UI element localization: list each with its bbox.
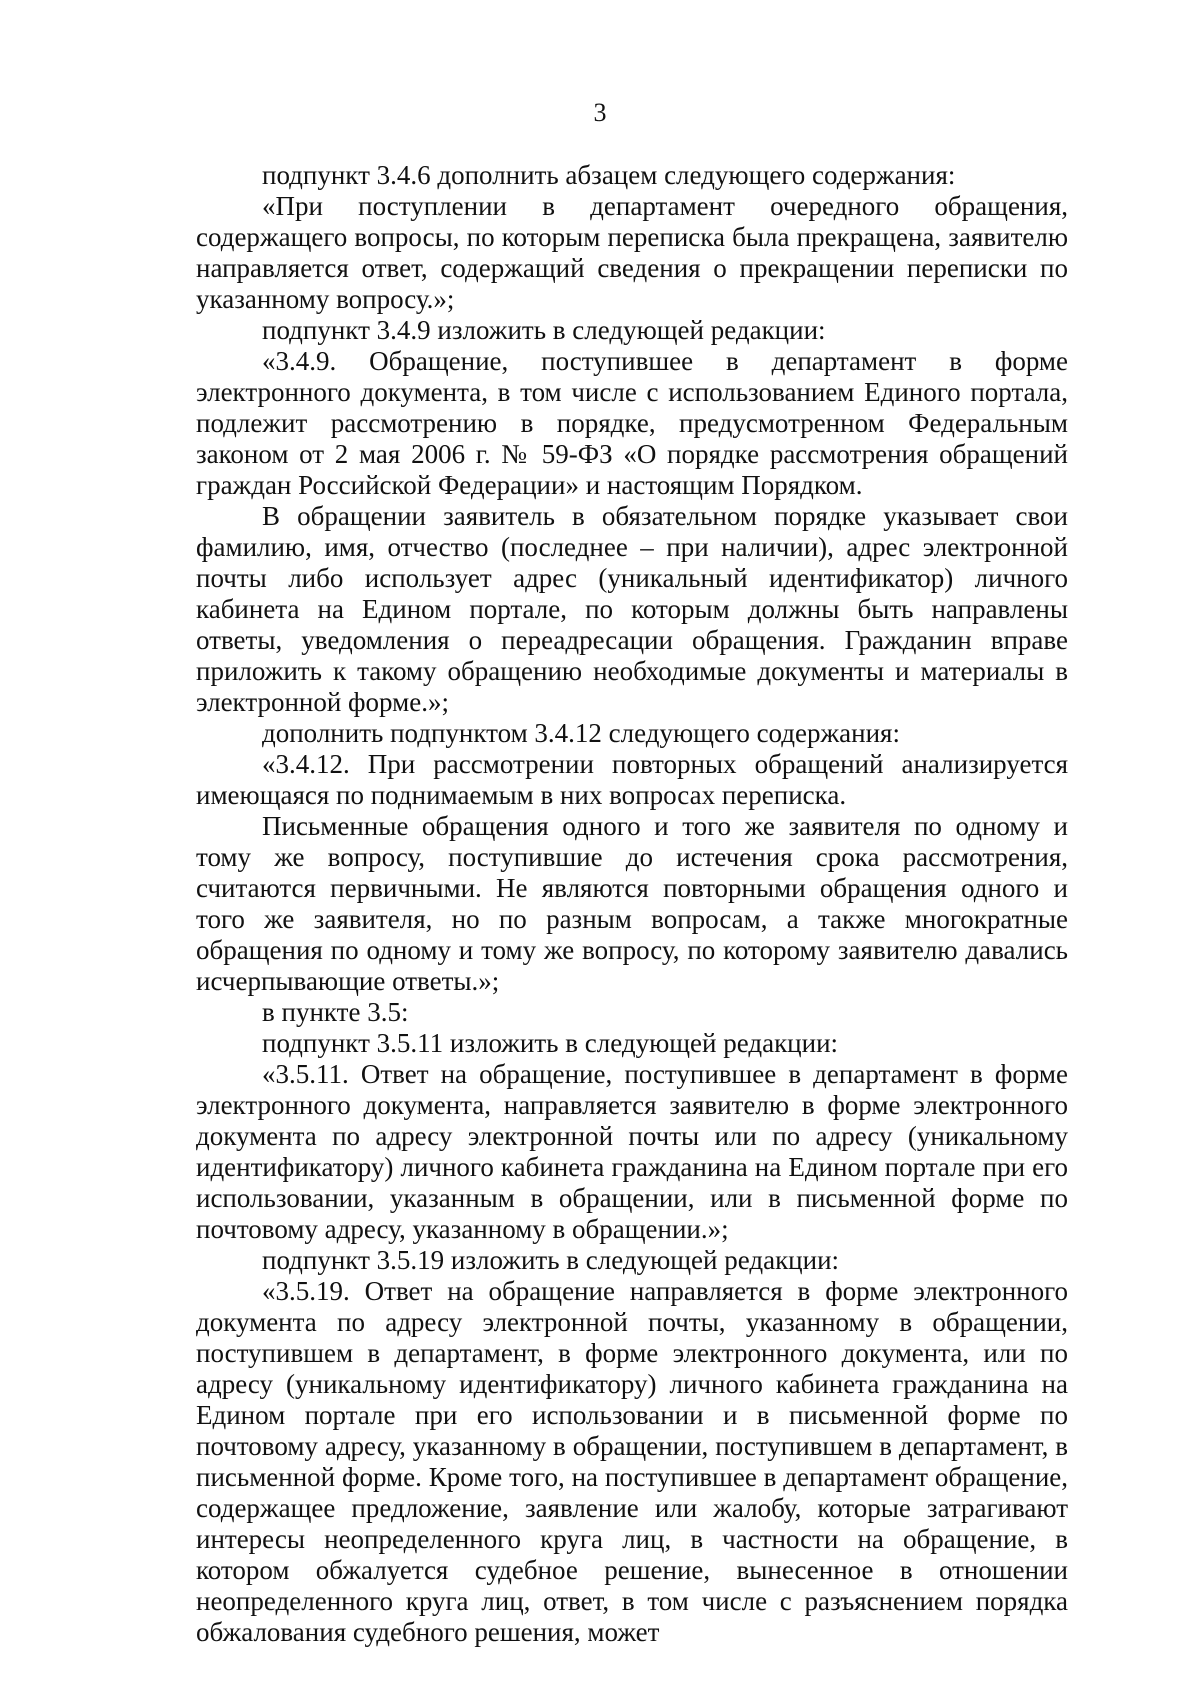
paragraph: в пункте 3.5:: [262, 997, 409, 1027]
paragraph: Письменные обращения одного и того же заявителя по одному и тому же вопросу, поступившие до истечения срока рассмотрения, считаются первичными. Не являются повторными обращения одного и того же заявителя, но по разным вопросам, а также многократные обращения по одному и тому же вопросу, по которому заявителю давались исчерпывающие ответы.»;: [196, 811, 1068, 996]
paragraph: «3.4.12. При рассмотрении повторных обращений анализируется имеющаяся по поднимаемым в них вопросах переписка.: [196, 749, 1068, 810]
paragraph: подпункт 3.4.9 изложить в следующей редакции:: [262, 315, 826, 345]
page-number: 3: [593, 98, 607, 127]
document-body: [196, 160, 1068, 1648]
paragraph: «3.4.9. Обращение, поступившее в департамент в форме электронного документа, в том числе с использованием Единого портала, подлежит рассмотрению в порядке, предусмотренном Федеральным законом от 2 мая 2006 г. № 59-ФЗ «О порядке рассмотрения обращений граждан Российской Федерации» и настоящим Порядком.: [196, 346, 1068, 500]
paragraph: подпункт 3.4.6 дополнить абзацем следующего содержания:: [262, 160, 956, 190]
paragraph: подпункт 3.5.11 изложить в следующей редакции:: [262, 1028, 839, 1058]
paragraph: дополнить подпунктом 3.4.12 следующего содержания:: [262, 718, 900, 748]
paragraph: «3.5.19. Ответ на обращение направляется в форме электронного документа по адресу электронной почты, указанному в обращении, поступившем в департамент, в форме электронного документа, или по адресу (уникальному идентификатору) личного кабинета гражданина на Едином портале при его использовании и в письменной форме по почтовому адресу, указанному в обращении, поступившем в департамент, в письменной форме. Кроме того, на поступившее в департамент обращение, содержащее предложение, заявление или жалобу, которые затрагивают интересы неопределенного круга лиц, в частности на обращение, в котором обжалуется судебное решение, вынесенное в отношении неопределенного круга лиц, ответ, в том числе с разъяснением порядка обжалования судебного решения, может: [196, 1276, 1068, 1647]
paragraph: подпункт 3.5.19 изложить в следующей редакции:: [262, 1245, 840, 1275]
paragraph: В обращении заявитель в обязательном порядке указывает свои фамилию, имя, отчество (последнее – при наличии), адрес электронной почты либо использует адрес (уникальный идентификатор) личного кабинета на Едином портале, по которым должны быть направлены ответы, уведомления о переадресации обращения. Гражданин вправе приложить к такому обращению необходимые документы и материалы в электронной форме.»;: [196, 501, 1068, 717]
paragraph: «3.5.11. Ответ на обращение, поступившее в департамент в форме электронного документа, направляется заявителю в форме электронного документа по адресу электронной почты или по адресу (уникальному идентификатору) личного кабинета гражданина на Едином портале при его использовании, указанным в обращении, или в письменной форме по почтовому адресу, указанному в обращении.»;: [196, 1059, 1068, 1244]
paragraph: «При поступлении в департамент очередного обращения, содержащего вопросы, по которым переписка была прекращена, заявителю направляется ответ, содержащий сведения о прекращении переписки по указанному вопросу.»;: [196, 191, 1068, 314]
